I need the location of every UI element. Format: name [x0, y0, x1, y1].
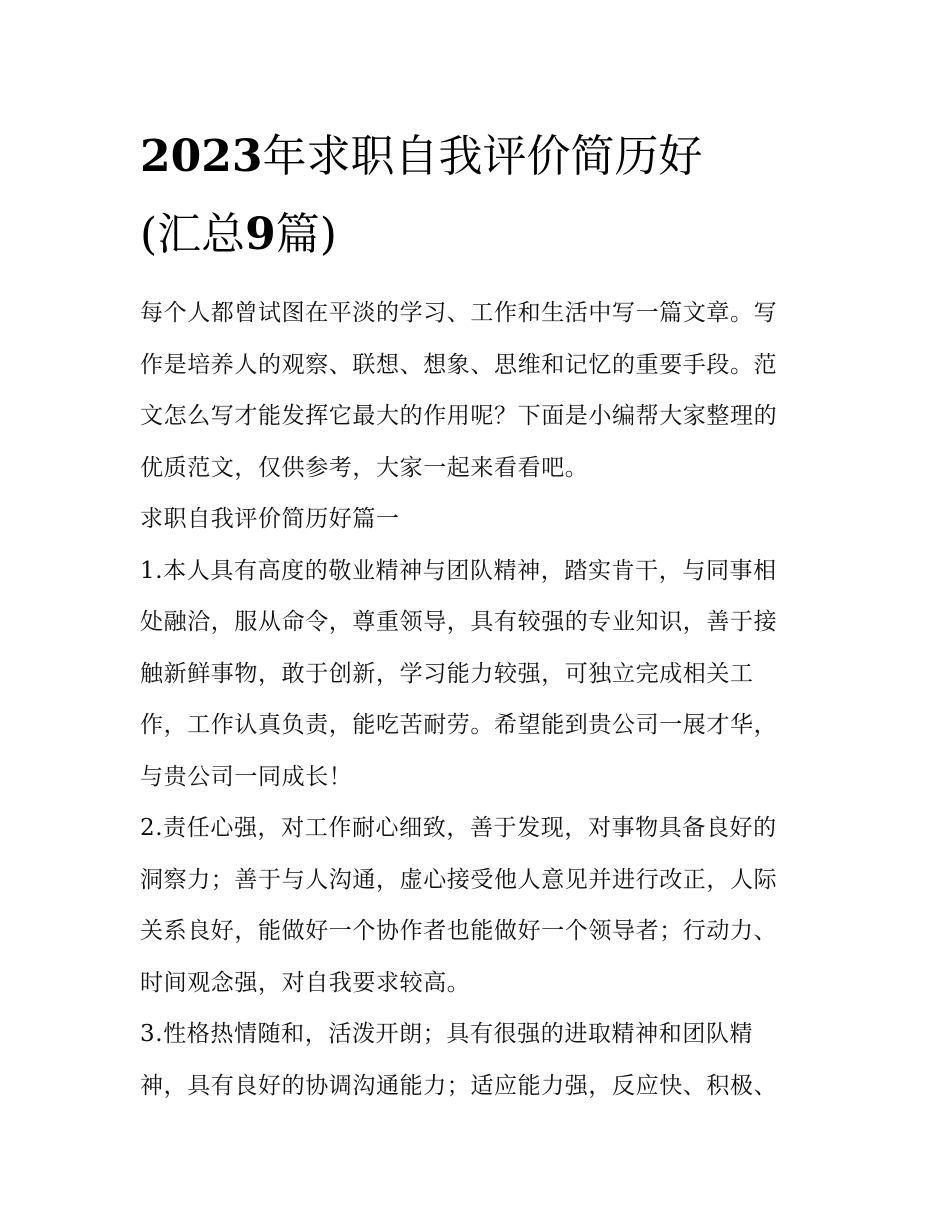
- item-1-line: 1.本人具有高度的敬业精神与团队精神，踏实肯干，与同事相: [140, 557, 777, 584]
- intro-line: 文怎么写才能发挥它最大的作用呢？下面是小编帮大家整理的: [140, 403, 778, 429]
- item-2-line: 关系良好，能做好一个协作者也能做好一个领导者；行动力、: [140, 918, 778, 944]
- item-2-line: 2.责任心强，对工作耐心细致，善于发现，对事物具备良好的: [140, 815, 777, 841]
- item-1-line: 触新鲜事物，敢于创新，学习能力较强，可独立完成相关工: [140, 660, 754, 687]
- title-line-2: [140, 196, 820, 274]
- intro-line: 每个人都曾试图在平淡的学习、工作和生活中写一篇文章。写: [140, 300, 778, 326]
- intro-line: 作是培养人的观察、联想、想象、思维和记忆的重要手段。范: [140, 351, 778, 378]
- item-1-line: 与贵公司一同成长！: [140, 763, 353, 790]
- item-3-line: 神，具有良好的协调沟通能力；适应能力强，反应快、积极、: [140, 1072, 778, 1099]
- title-count: 9: [245, 209, 276, 260]
- item-1-line: 作，工作认真负责，能吃苦耐劳。希望能到贵公司一展才华，: [140, 712, 778, 738]
- document-title: [140, 118, 820, 274]
- title-year: 2023: [140, 131, 263, 182]
- title-text-1: 年求职自我评价简历好: [262, 131, 703, 182]
- document-page: [140, 118, 820, 1112]
- section-heading: 求职自我评价简历好篇一: [140, 506, 400, 532]
- title-line-1: [140, 118, 820, 196]
- title-text-2: 篇): [275, 209, 337, 260]
- item-3-line: 3.性格热情随和，活泼开朗；具有很强的进取精神和团队精: [140, 1021, 754, 1047]
- item-1-line: 处融洽，服从命令，尊重领导，具有较强的专业知识，善于接: [140, 609, 778, 635]
- document-body: [140, 288, 820, 1112]
- title-prefix: (汇总: [140, 209, 246, 260]
- intro-line: 优质范文，仅供参考，大家一起来看看吧。: [140, 454, 589, 481]
- item-2-line: 洞察力；善于与人沟通，虚心接受他人意见并进行改正，人际: [140, 866, 778, 893]
- item-2-line: 时间观念强，对自我要求较高。: [140, 969, 471, 996]
